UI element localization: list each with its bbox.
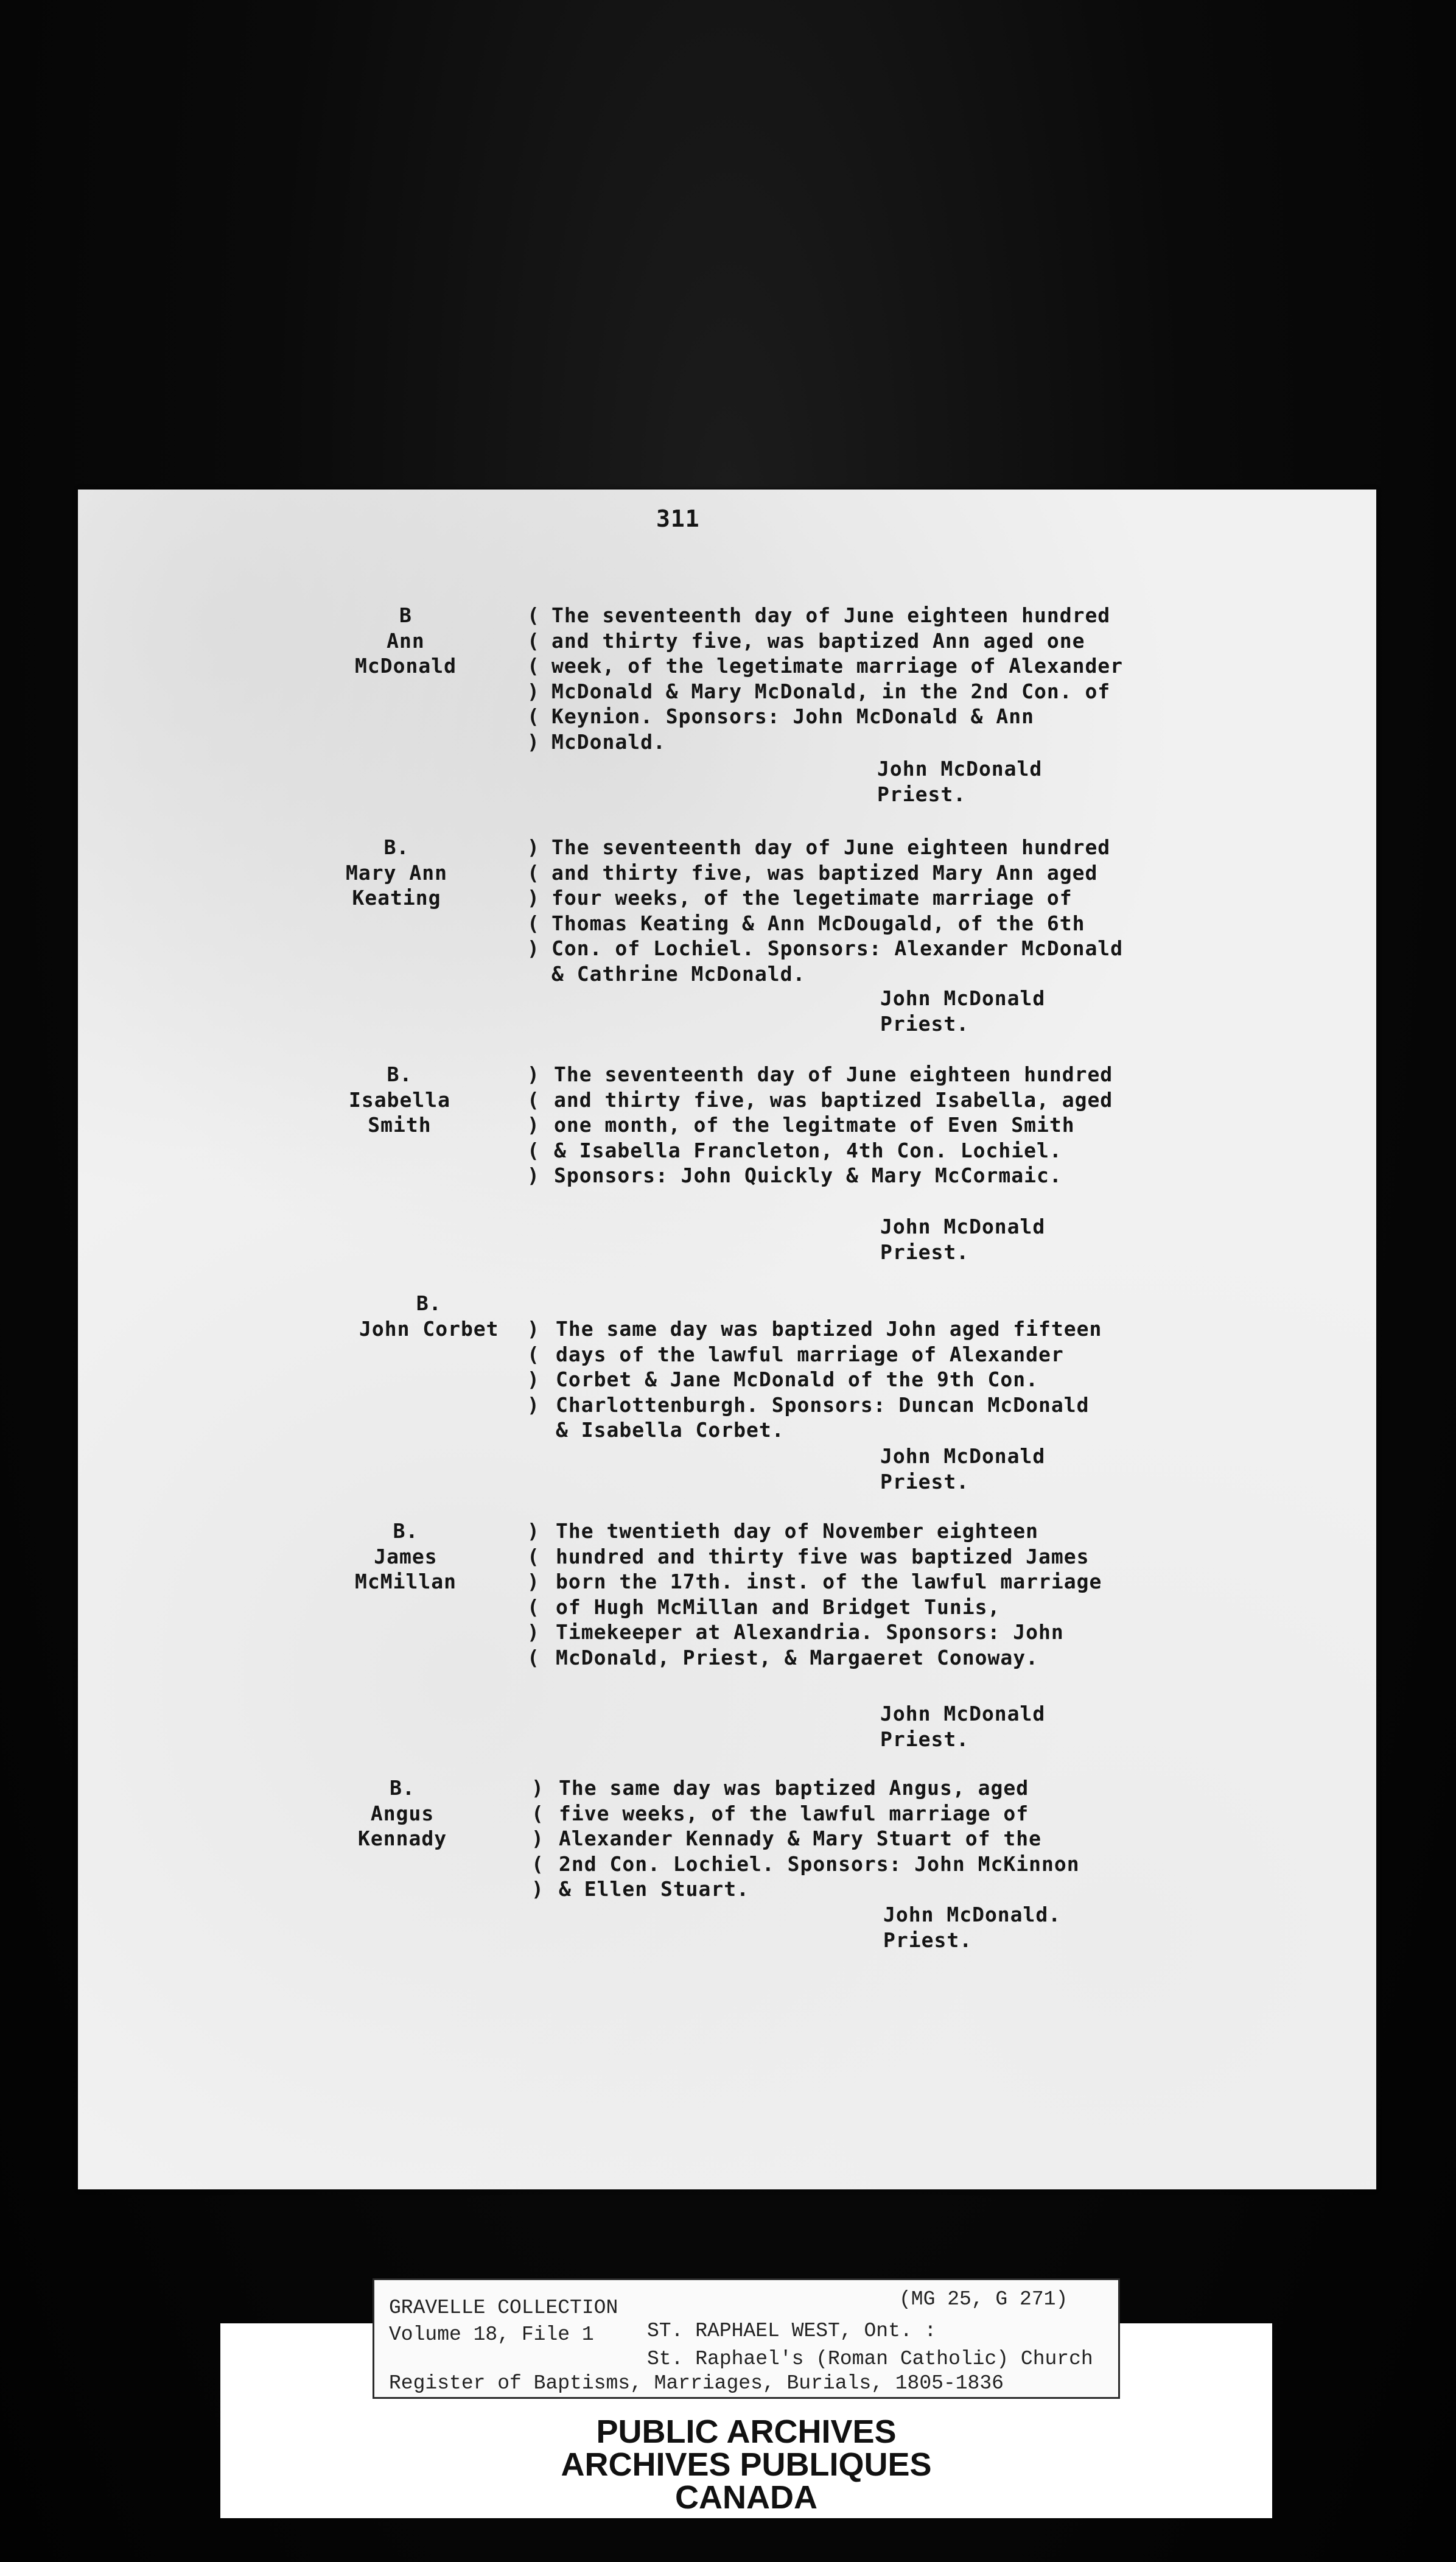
entry-name-3: B. Isabella Smith [349,1062,450,1137]
entry-name-5: B. James McMillan [355,1519,457,1593]
entry-name-4: B. John Corbet [359,1291,499,1341]
entry-signature-6: John McDonald. Priest. [883,1903,1062,1952]
entry-text-2: The seventeenth day of June eighteen hundred and thirty five, was baptized Mary Ann aged four weeks, of the legetimate marriage of Thomas Keating & Ann McDougald, of the 6th Con. of Lochiel. Sponsors: Alexander McDonald & Cathrine McDonald. [551,835,1124,986]
entry-text-4: The same day was baptized John aged fifteen days of the lawful marriage of Alexander Corbet & Jane McDonald of the 9th Con. Charlottenburgh. Sponsors: Duncan McDonald & Isabella Corbet. [556,1317,1102,1442]
entry-text-3: The seventeenth day of June eighteen hundred and thirty five, was baptized Isabella, aged one month, of the legitmate of Even Smith & Isabella Francleton, 4th Con. Lochiel. Sponsors: John Quickly & Mary McCormaic. [554,1062,1113,1187]
entry-brackets: ( ( ( ) ( ) [527,603,540,754]
label-church: St. Raphael's (Roman Catholic) Church [647,2348,1093,2370]
entry-signature-3: John McDonald Priest. [880,1215,1046,1264]
entry-signature-1: John McDonald Priest. [877,757,1043,806]
label-place: ST. RAPHAEL WEST, Ont. : [647,2320,937,2342]
entry-name-1: B Ann McDonald [355,603,457,678]
entry-signature-2: John McDonald Priest. [880,986,1046,1036]
entry-brackets: ) ( ) ( ) [527,1062,540,1187]
register-page [78,490,1376,2189]
entry-signature-5: John McDonald Priest. [880,1702,1046,1751]
entry-brackets: ) ( ) ( ) [527,835,540,960]
label-collection: GRAVELLE COLLECTION [389,2297,618,2319]
page-number: 311 [656,505,700,532]
entry-name-2: B. Mary Ann Keating [346,835,447,910]
entry-name-6: B. Angus Kennady [358,1776,447,1850]
stamp-line-3: CANADA [675,2479,817,2516]
entry-text-6: The same day was baptized Angus, aged five weeks, of the lawful marriage of Alexander Kennady & Mary Stuart of the 2nd Con. Lochiel. Sponsors: John McKinnon & Ellen Stuart. [559,1776,1080,1901]
label-volume: Volume 18, File 1 [389,2323,594,2346]
stamp-line-2: ARCHIVES PUBLIQUES [561,2446,932,2483]
entry-brackets: ) ( ) ( ) [531,1776,544,1901]
entry-text-5: The twentieth day of November eighteen hundred and thirty five was baptized James born the 17th. inst. of the lawful marriage of Hugh McMillan and Bridget Tunis, Timekeeper at Alexandria. Sponsors: John McDonald, Priest, & Margaeret Conoway. [556,1519,1102,1669]
entry-signature-4: John McDonald Priest. [880,1444,1046,1493]
entry-brackets: ) ( ) ( ) ( [527,1519,540,1669]
entry-text-1: The seventeenth day of June eighteen hundred and thirty five, was baptized Ann aged one week, of the legetimate marriage of Alexander McDonald & Mary McDonald, in the 2nd Con. of Keynion. Sponsors: John McDonald & Ann McDonald. [551,603,1124,754]
label-register: Register of Baptisms, Marriages, Burials, 1805-1836 [389,2372,1004,2395]
label-ref: (MG 25, G 271) [899,2288,1068,2311]
entry-brackets: ) ( ) ) [527,1317,540,1417]
stamp-line-1: PUBLIC ARCHIVES [596,2413,897,2450]
archive-label [373,2278,1120,2399]
